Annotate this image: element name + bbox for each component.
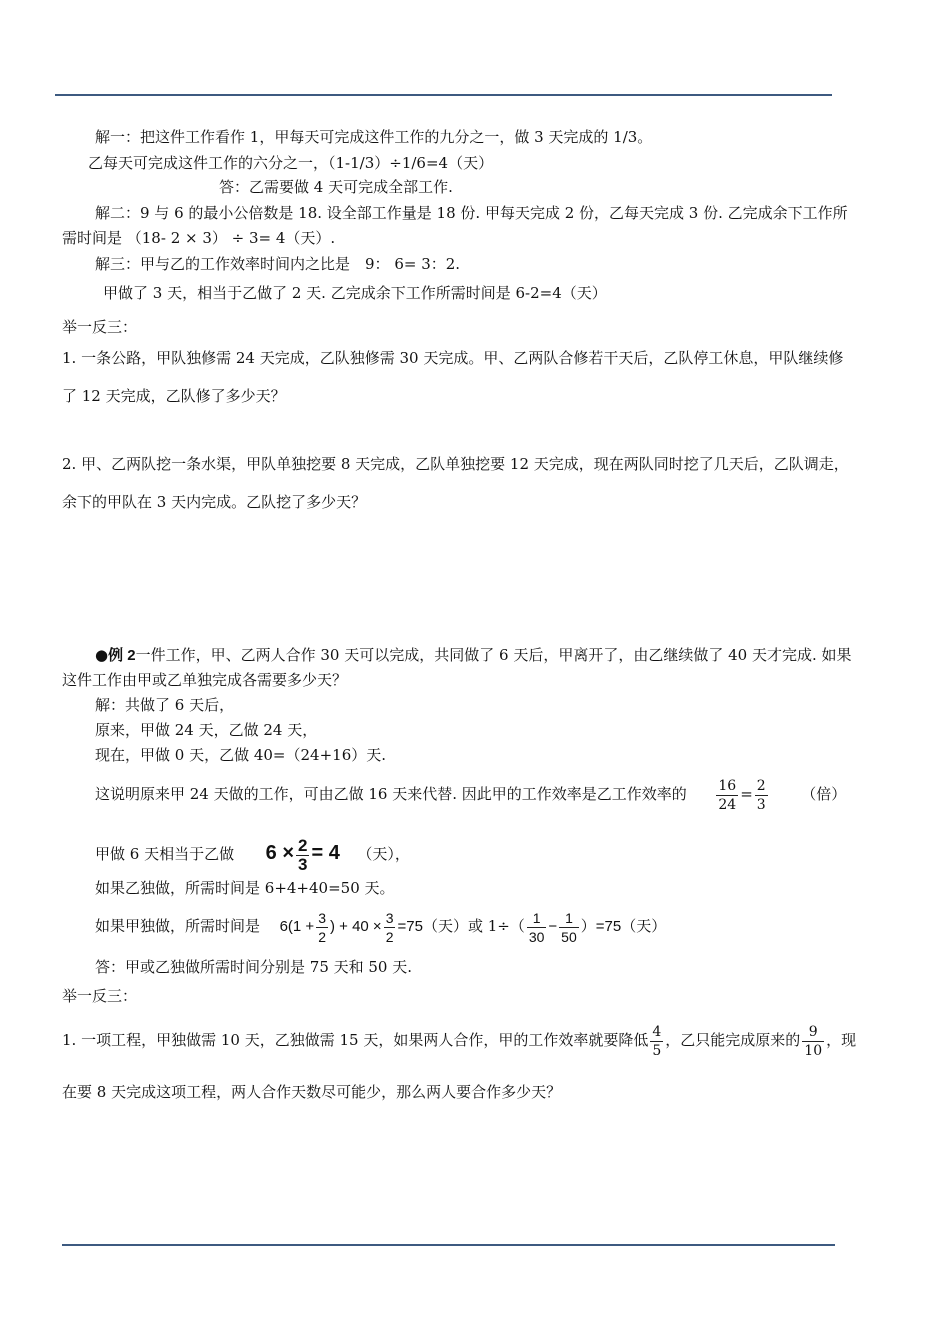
bullet-icon: ● bbox=[95, 646, 109, 664]
example-2-solution-7 bbox=[95, 904, 666, 949]
fraction-9-10: $\frac{9}{10}$ bbox=[804, 1023, 823, 1059]
exercise-1-question-1-line-2: 了 12 天完成，乙队修了多少天？ bbox=[62, 387, 286, 405]
day-unit: （天）， bbox=[357, 845, 410, 863]
example-2-solution-3: 现在，甲做 0 天，乙做 40=（24+16）天. bbox=[95, 746, 387, 764]
equivalence-text: 甲做 6 天相当于乙做 bbox=[95, 845, 235, 863]
times-unit: （倍） bbox=[801, 785, 847, 803]
example-2-solution-1: 解：共做了 6 天后， bbox=[95, 696, 235, 714]
math-6-times: 6 × bbox=[265, 842, 295, 864]
example-2-solution-2: 原来，甲做 24 天，乙做 24 天， bbox=[95, 721, 318, 739]
fraction-16-24: $\frac{16}{24}$ bbox=[718, 777, 737, 813]
q1-text-b: ，乙只能完成原来的 bbox=[665, 1031, 801, 1049]
solution-two-line-2: 需时间是 （18- 2 × 3） ÷ 3= 4（天）. bbox=[62, 229, 336, 247]
exercise-2-question-1-line-2: 在要 8 天完成这项工程，两人合作天数尽可能少，那么两人要合作多少天？ bbox=[62, 1083, 562, 1101]
solution-one-answer: 答：乙需要做 4 天可完成全部工作. bbox=[219, 178, 453, 196]
a-alone-text: 如果甲独做，所需时间是 bbox=[95, 917, 261, 935]
example-2-solution-4 bbox=[95, 772, 846, 816]
solution-three-line-2: 甲做了 3 天，相当于乙做了 2 天. 乙完成余下工作所需时间是 6-2=4（天） bbox=[103, 284, 607, 302]
example-2-label: 例 2 bbox=[108, 647, 136, 664]
exercise-heading-1: 举一反三： bbox=[62, 318, 138, 336]
top-rule bbox=[55, 94, 832, 96]
math-equals-4: = 4 bbox=[311, 842, 340, 864]
solution-one-line-2: 乙每天可完成这件工作的六分之一，（1-1/3）÷1/6=4（天） bbox=[88, 154, 494, 172]
fraction-3-2-a: $\frac{3}{2}$ bbox=[318, 909, 326, 945]
alt-text-1: （天）或 1÷（ bbox=[422, 917, 525, 935]
exercise-1-question-2-line-2: 余下的甲队在 3 天内完成。乙队挖了多少天？ bbox=[62, 493, 367, 511]
fraction-3-2-b: $\frac{3}{2}$ bbox=[385, 909, 394, 945]
example-2-solution-6: 如果乙独做，所需时间是 6+4+40=50 天。 bbox=[95, 879, 395, 897]
exercise-1-question-1-line-1: 1. 一条公路，甲队独修需 24 天完成，乙队独修需 30 天完成。甲、乙两队合修若干天后，乙队停工休息，甲队继续修 bbox=[62, 349, 844, 367]
example-2-solution-5 bbox=[95, 823, 410, 884]
example-2-line-1 bbox=[95, 645, 851, 666]
example-2-text: 一件工作，甲、乙两人合作 30 天可以完成，共同做了 6 天后，甲离开了，由乙继续做了 40 天才完成. 如果 bbox=[135, 646, 852, 664]
solution-two-line-1: 解二：9 与 6 的最小公倍数是 18. 设全部工作量是 18 份. 甲每天完成 2 份，乙每天完成 3 份. 乙完成余下工作所 bbox=[95, 204, 848, 222]
fraction-1-30: $\frac{1}{30}$ bbox=[528, 909, 545, 945]
exercise-heading-2: 举一反三： bbox=[62, 987, 138, 1005]
minus-sign: − bbox=[548, 918, 558, 935]
fraction-1-50: $\frac{1}{50}$ bbox=[561, 909, 577, 945]
bottom-rule bbox=[62, 1244, 835, 1246]
example-2-line-2: 这件工作由甲或乙单独完成各需要多少天？ bbox=[62, 671, 348, 689]
exercise-1-question-2-line-1: 2. 甲、乙两队挖一条水渠，甲队单独挖要 8 天完成，乙队单独挖要 12 天完成，现在两队同时挖了几天后，乙队调走， bbox=[62, 455, 849, 473]
efficiency-text: 这说明原来甲 24 天做的工作，可由乙做 16 天来代替. 因此甲的工作效率是乙工作效率的 bbox=[95, 785, 687, 803]
fraction-4-5: $\frac{4}{5}$ bbox=[652, 1023, 662, 1059]
solution-one-line-1: 解一：把这件工作看作 1，甲每天可完成这件工作的九分之一，做 3 天完成的 1/3。 bbox=[95, 128, 653, 146]
math-part-3: =75 bbox=[397, 918, 423, 935]
example-2-answer: 答：甲或乙独做所需时间分别是 75 天和 50 天. bbox=[95, 958, 413, 976]
exercise-2-question-1-line-1 bbox=[62, 1018, 856, 1062]
q1-text-a: 1. 一项工程，甲独做需 10 天，乙独做需 15 天，如果两人合作，甲的工作效率就要降低 bbox=[62, 1031, 649, 1049]
math-part-2: ) + 40 × bbox=[329, 918, 382, 935]
equals-sign: = bbox=[740, 785, 753, 803]
math-part-1: 6(1 + bbox=[279, 918, 315, 935]
fraction-2-3-big: $\frac{2}{3}$ bbox=[298, 835, 308, 874]
q1-text-c: ，现 bbox=[826, 1031, 857, 1049]
alt-text-2: ）=75（天） bbox=[580, 918, 667, 935]
fraction-2-3: $\frac{2}{3}$ bbox=[756, 777, 766, 813]
solution-three-line-1: 解三：甲与乙的工作效率时间内之比是 9： 6= 3：2. bbox=[95, 255, 461, 273]
